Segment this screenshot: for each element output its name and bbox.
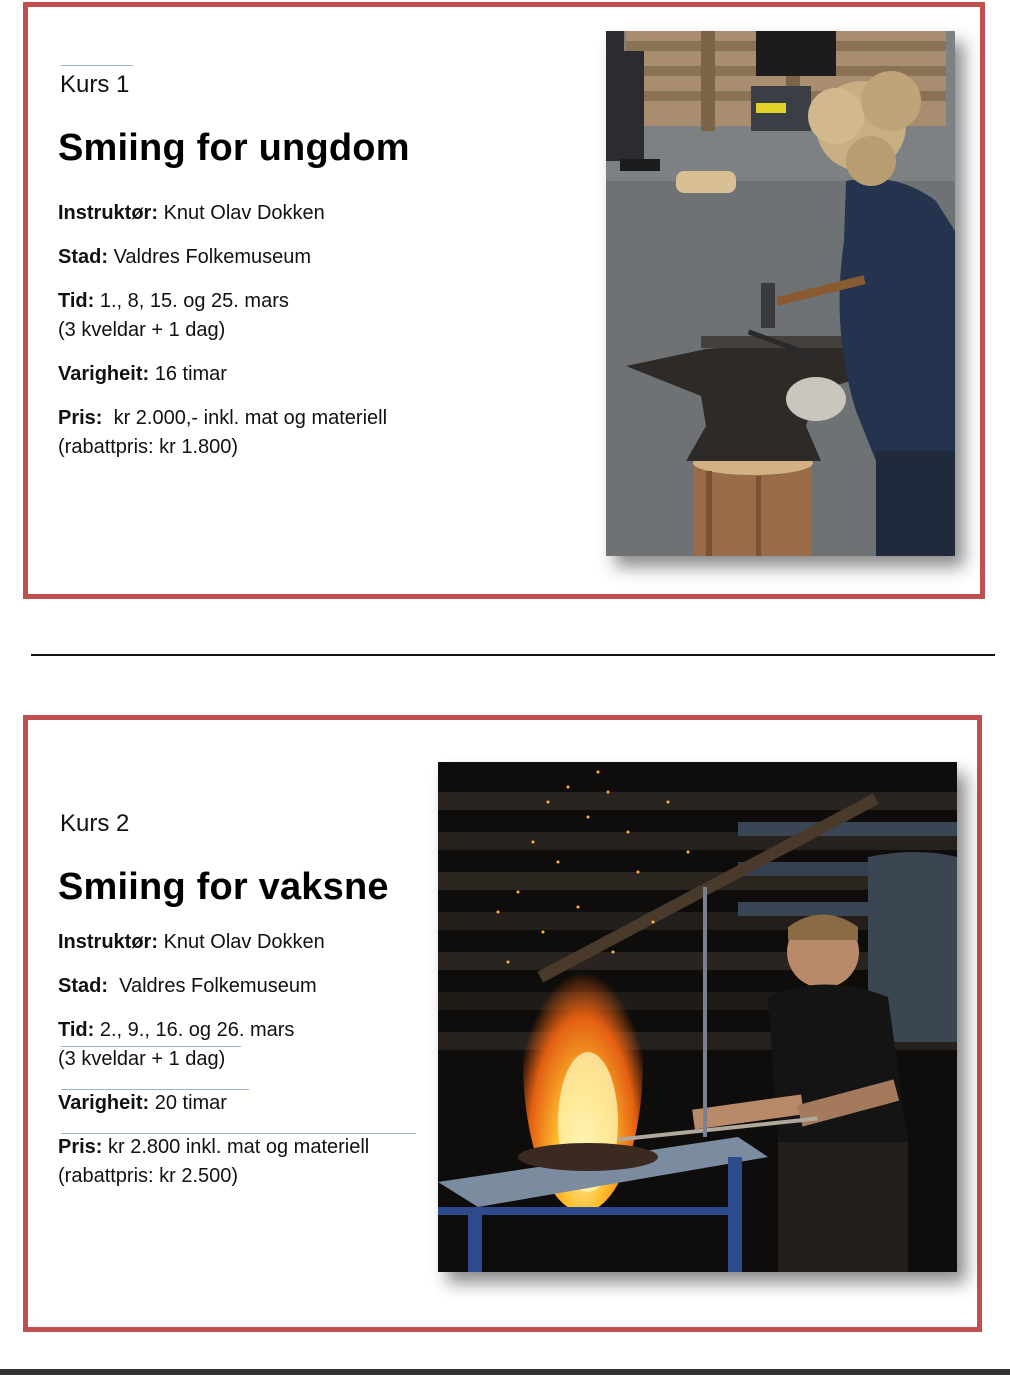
duration-value: 20 timar — [154, 1092, 227, 1114]
faint-rule — [61, 65, 133, 66]
place-label: Stad: — [58, 975, 108, 997]
time-value: 2., 9., 16. og 26. mars — [99, 1019, 295, 1041]
duration-line — [58, 360, 478, 389]
section-divider — [31, 654, 995, 656]
course-title: Smiing for ungdom — [58, 127, 410, 169]
discount-price: (rabattpris: kr 2.500) — [58, 1165, 239, 1187]
duration-line — [58, 1089, 478, 1118]
time-note: (3 kveldar + 1 dag) — [58, 319, 226, 341]
place-value: Valdres Folkemuseum — [119, 975, 317, 997]
course-info — [58, 928, 478, 1206]
blacksmith-adult-illustration — [438, 762, 957, 1272]
faint-rule — [61, 1089, 249, 1090]
price-line — [58, 404, 478, 462]
place-value: Valdres Folkemuseum — [113, 246, 312, 268]
instructor-label: Instruktør: — [58, 202, 158, 224]
time-label: Tid: — [58, 290, 95, 312]
instructor-label: Instruktør: — [58, 931, 158, 953]
blacksmith-youth-photo — [606, 31, 955, 556]
instructor-line — [58, 928, 478, 957]
course-number: Kurs 2 — [60, 810, 130, 837]
blacksmith-youth-illustration — [606, 31, 955, 556]
time-line — [58, 287, 478, 345]
course-number: Kurs 1 — [60, 71, 130, 98]
duration-label: Varigheit: — [58, 1092, 150, 1114]
price-label: Pris: — [58, 407, 103, 429]
price-label: Pris: — [58, 1136, 103, 1158]
place-line — [58, 243, 478, 272]
place-line — [58, 972, 478, 1001]
blacksmith-adult-photo — [438, 762, 957, 1272]
discount-price: (rabattpris: kr 1.800) — [58, 436, 239, 458]
price-line — [58, 1133, 478, 1191]
instructor-value: Knut Olav Dokken — [163, 202, 325, 224]
place-label: Stad: — [58, 246, 108, 268]
course-card-1 — [23, 2, 985, 599]
course-title: Smiing for vaksne — [58, 866, 389, 908]
page-bottom-rule — [0, 1369, 1010, 1375]
time-note: (3 kveldar + 1 dag) — [58, 1048, 226, 1070]
duration-value: 16 timar — [154, 363, 227, 385]
instructor-value: Knut Olav Dokken — [163, 931, 325, 953]
faint-rule — [61, 1046, 241, 1047]
price-value: kr 2.000,- inkl. mat og materiell — [113, 407, 388, 429]
instructor-line — [58, 199, 478, 228]
faint-rule — [61, 1133, 416, 1134]
time-value: 1., 8, 15. og 25. mars — [99, 290, 289, 312]
price-value: kr 2.800 inkl. mat og materiell — [108, 1136, 370, 1158]
duration-label: Varigheit: — [58, 363, 150, 385]
time-label: Tid: — [58, 1019, 95, 1041]
course-info — [58, 199, 478, 477]
course-card-2 — [23, 715, 982, 1332]
time-line — [58, 1016, 478, 1074]
